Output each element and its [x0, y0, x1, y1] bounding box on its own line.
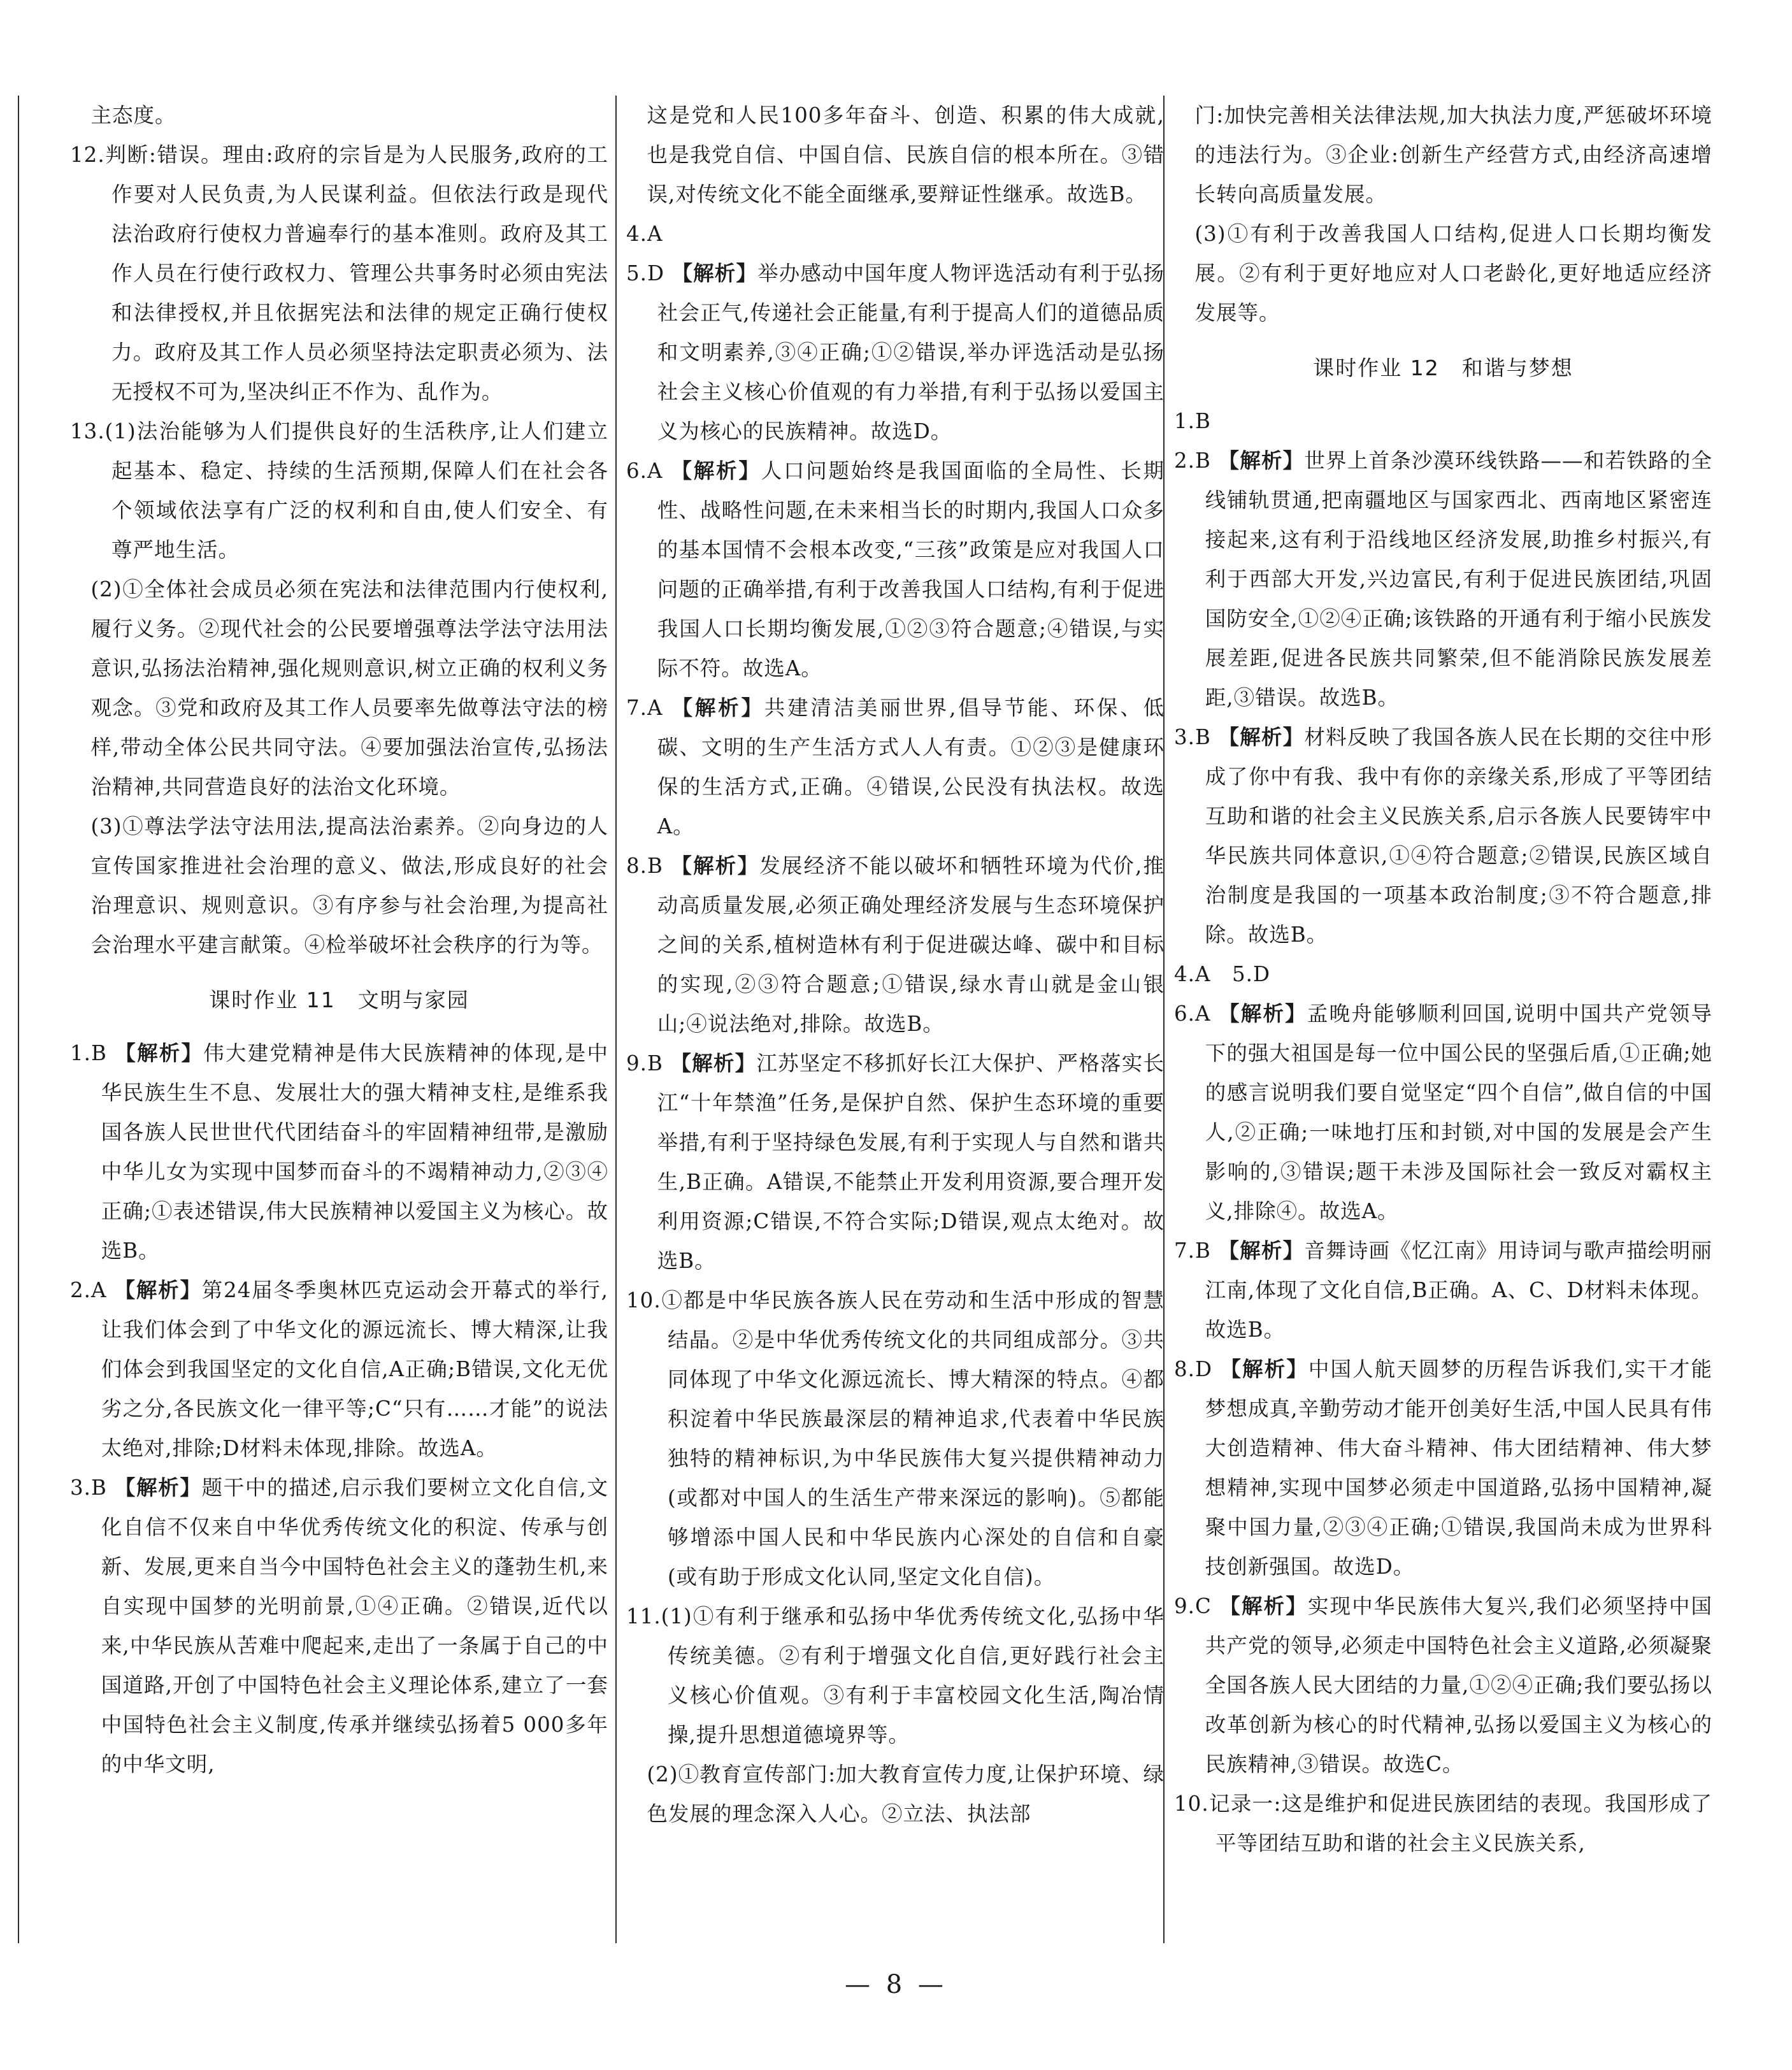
- answer-10: 10.记录一:这是维护和促进民族团结的表现。我国形成了平等团结互助和谐的社会主义民族关系,: [1174, 1792, 1712, 1855]
- answer-number: 3.B: [1174, 725, 1219, 749]
- column-divider: [615, 96, 617, 1943]
- analysis-tag: 【解析】: [1218, 1238, 1305, 1263]
- answer-number: 3.B: [70, 1476, 115, 1500]
- answer-text: 实现中华民族伟大复兴,我们必须坚持中国共产党的领导,必须走中国特色社会主义道路,必须凝聚全国各族人民大团结的力量,①②④正确;我们要弘扬以改革创新为核心的时代精神,弘扬以爱国主义为核心的民族精神,③错误。故选C。: [1205, 1594, 1712, 1776]
- answer-2: [1174, 441, 1712, 717]
- answer-4: 4.A: [626, 222, 663, 246]
- answer-8: [626, 846, 1165, 1044]
- answer-number: 9.B: [626, 1051, 671, 1075]
- answer-number: 8.D: [1174, 1357, 1221, 1381]
- answer-11-3: (3)①有利于改善我国人口结构,促进人口长期均衡发展。②有利于更好地应对人口老龄化,更好地适应经济发展等。: [1194, 222, 1712, 325]
- answer-5: [626, 254, 1165, 451]
- answer-8: [1174, 1349, 1712, 1586]
- analysis-tag: 【解析】: [671, 458, 761, 483]
- analysis-tag: 【解析】: [671, 261, 758, 285]
- answer-11-2: (2)①教育宣传部门:加大教育宣传力度,让保护环境、绿色发展的理念深入人心。②立法、执法部: [647, 1762, 1165, 1826]
- answer-number: 7.B: [1174, 1239, 1219, 1263]
- answer-text: 共建清洁美丽世界,倡导节能、环保、低碳、文明的生产生活方式人人有责。①②③是健康环保的生活方式,正确。④错误,公民没有执法权。故选A。: [657, 696, 1165, 838]
- analysis-tag: 【解析】: [114, 1475, 202, 1500]
- analysis-tag: 【解析】: [670, 1051, 757, 1075]
- answer-text: 伟大建党精神是伟大民族精神的体现,是中华民族生生不息、发展壮大的强大精神支柱,是维系我国各族人民世世代代团结奋斗的牢固精神纽带,是激励中华儿女为实现中国梦而奋斗的不竭精神动力,②③④正确;①表述错误,伟大民族精神以爱国主义为核心。故选B。: [101, 1041, 608, 1263]
- answer-9: [1174, 1586, 1712, 1784]
- answer-6: [1174, 994, 1712, 1231]
- answer-7: [626, 688, 1165, 846]
- answer-text: 江苏坚定不移抓好长江大保护、严格落实长江“十年禁渔”任务,是保护自然、保护生态环境的重要举措,有利于坚持绿色发展,有利于实现人与自然和谐共生,B正确。A错误,不能禁止开发利用资源,要合理开发利用资源;C错误,不符合实际;D错误,观点太绝对。故选B。: [657, 1051, 1165, 1273]
- answer-1: 1.B: [1174, 409, 1211, 433]
- analysis-tag: 【解析】: [1218, 448, 1305, 473]
- answer-text: 人口问题始终是我国面临的全局性、长期性、战略性问题,在未来相当长的时期内,我国人口众多的基本国情不会根本改变,“三孩”政策是应对我国人口问题的正确举措,有利于改善我国人口结构,有利于促进我国人口长期均衡发展,①②③符合题意;④错误,与实际不符。故选A。: [657, 459, 1165, 680]
- page-number: — 8 —: [845, 1970, 947, 1999]
- answer-number: 6.A: [626, 459, 671, 483]
- analysis-tag: 【解析】: [1219, 1593, 1308, 1618]
- answer-column-3: [1174, 96, 1712, 1863]
- answer-number: 9.C: [1174, 1594, 1220, 1618]
- paragraph: 门:加快完善相关法律法规,加大执法力度,严惩破坏环境的违法行为。③企业:创新生产经营方式,由经济高速增长转向高质量发展。: [1194, 103, 1712, 206]
- section-heading: 课时作业 11 文明与家园: [209, 988, 470, 1012]
- answer-6: [626, 451, 1165, 688]
- left-margin-rule: [18, 96, 19, 1943]
- answer-number: 2.B: [1174, 449, 1219, 473]
- answer-text: 音舞诗画《忆江南》用诗词与歌声描绘明丽江南,体现了文化自信,B正确。A、C、D材料未体现。故选B。: [1205, 1239, 1712, 1342]
- section-heading: 课时作业 12 和谐与梦想: [1313, 356, 1573, 380]
- analysis-tag: 【解析】: [671, 695, 764, 720]
- analysis-tag: 【解析】: [114, 1277, 202, 1302]
- answer-number: 6.A: [1174, 1002, 1219, 1026]
- answer-2: [70, 1270, 608, 1468]
- answer-13-2: (2)①全体社会成员必须在宪法和法律范围内行使权利,履行义务。②现代社会的公民要增强尊法学法守法用法意识,弘扬法治精神,强化规则意识,树立正确的权利义务观念。③党和政府及其工作人员要率先做尊法守法的榜样,带动全体公民共同守法。④要加强法治宣传,弘扬法治精神,共同营造良好的法治文化环境。: [90, 577, 608, 799]
- answer-column-1: [70, 96, 608, 1784]
- answer-text: 发展经济不能以破坏和牺牲环境为代价,推动高质量发展,必须正确处理经济发展与生态环境保护之间的关系,植树造林有利于促进碳达峰、碳中和目标的实现,②③符合题意;①错误,绿水青山就是金山银山;④说法绝对,排除。故选B。: [657, 854, 1165, 1036]
- answer-number: 1.B: [70, 1041, 115, 1065]
- answer-text: 第24届冬季奥林匹克运动会开幕式的举行,让我们体会到了中华文化的源远流长、博大精深,让我们体会到我国坚定的文化自信,A正确;B错误,文化无优劣之分,各民族文化一律平等;C“只有……才能”的说法太绝对,排除;D材料未体现,排除。故选A。: [101, 1278, 608, 1460]
- answer-text: 中国人航天圆梦的历程告诉我们,实干才能梦想成真,辛勤劳动才能开创美好生活,中国人民具有伟大创造精神、伟大奋斗精神、伟大团结精神、伟大梦想精神,实现中国梦必须走中国道路,弘扬中国精神,凝聚中国力量,②③④正确;①错误,我国尚未成为世界科技创新强国。故选D。: [1205, 1357, 1712, 1579]
- answer-3: [70, 1468, 608, 1784]
- analysis-tag: 【解析】: [671, 853, 760, 878]
- answer-text: 世界上首条沙漠环线铁路——和若铁路的全线铺轨贯通,把南疆地区与国家西北、西南地区紧密连接起来,这有利于沿线地区经济发展,助推乡村振兴,有利于西部大开发,兴边富民,有利于促进民族团结,巩固国防安全,①②④正确;该铁路的开通有利于缩小民族发展差距,促进各民族共同繁荣,但不能消除民族发展差距,③错误。故选B。: [1205, 449, 1712, 710]
- answer-10: 10.①都是中华民族各族人民在劳动和生活中形成的智慧结晶。②是中华优秀传统文化的共同组成部分。③共同体现了中华文化源远流长、博大精深的特点。④都积淀着中华民族最深层的精神追求,代表着中华民族独特的精神标识,为中华民族伟大复兴提供精神动力(或都对中国人的生活生产带来深远的影响)。⑤都能够增添中国人民和中华民族内心深处的自信和自豪(或有助于形成文化认同,坚定文化自信)。: [626, 1288, 1165, 1589]
- answer-13-3: (3)①尊法学法守法用法,提高法治素养。②向身边的人宣传国家推进社会治理的意义、做法,形成良好的社会治理意识、规则意识。③有序参与社会治理,为提高社会治理水平建言献策。④检举破坏社会秩序的行为等。: [90, 814, 608, 957]
- answer-number: 7.A: [626, 696, 672, 720]
- analysis-tag: 【解析】: [1219, 1001, 1307, 1026]
- answer-11-1: 11.(1)①有利于继承和弘扬中华优秀传统文化,弘扬中华传统美德。②有利于增强文化自信,更好践行社会主义核心价值观。③有利于丰富校园文化生活,陶冶情操,提升思想道德境界等。: [626, 1604, 1165, 1747]
- analysis-tag: 【解析】: [1218, 724, 1305, 749]
- analysis-tag: 【解析】: [1220, 1356, 1308, 1381]
- answer-1: [70, 1033, 608, 1270]
- answer-number: 8.B: [626, 854, 671, 878]
- answer-number: 2.A: [70, 1278, 115, 1302]
- paragraph: 主态度。: [90, 103, 176, 127]
- answer-text: 孟晚舟能够顺利回国,说明中国共产党领导下的强大祖国是每一位中国公民的坚强后盾,①正确;她的感言说明我们要自觉坚定“四个自信”,做自信的中国人,②正确;一味地打压和封锁,对中国的发展是会产生影响的,③错误;题干未涉及国际社会一致反对霸权主义,排除④。故选A。: [1205, 1002, 1712, 1223]
- answer-13-1: 13.(1)法治能够为人们提供良好的生活秩序,让人们建立起基本、稳定、持续的生活预期,保障人们在社会各个领域依法享有广泛的权利和自由,使人们安全、有尊严地生活。: [70, 419, 608, 562]
- answer-3: [1174, 717, 1712, 954]
- answer-7: [1174, 1231, 1712, 1349]
- answer-column-2: [626, 96, 1165, 1834]
- answer-text: 举办感动中国年度人物评选活动有利于弘扬社会正气,传递社会正能量,有利于提高人们的道德品质和文明素养,③④正确;①②错误,举办评选活动是弘扬社会主义核心价值观的有力举措,有利于弘扬以爱国主义为核心的民族精神。故选D。: [657, 261, 1165, 443]
- answer-text: 题干中的描述,启示我们要树立文化自信,文化自信不仅来自中华优秀传统文化的积淀、传承与创新、发展,更来自当今中国特色社会主义的蓬勃生机,来自实现中国梦的光明前景,①④正确。②错误,近代以来,中华民族从苦难中爬起来,走出了一条属于自己的中国道路,开创了中国特色社会主义理论体系,建立了一套中国特色社会主义制度,传承并继续弘扬着5 000多年的中华文明,: [101, 1476, 608, 1776]
- analysis-tag: 【解析】: [115, 1040, 204, 1065]
- answer-9: [626, 1044, 1165, 1281]
- answer-4-5: 4.A 5.D: [1174, 962, 1271, 986]
- answer-text: 材料反映了我国各族人民在长期的交往中形成了你中有我、我中有你的亲缘关系,形成了平等团结互助和谐的社会主义民族关系,启示各族人民要铸牢中华民族共同体意识,①④符合题意;②错误,民族区域自治制度是我国的一项基本政治制度;③不符合题意,排除。故选B。: [1205, 725, 1712, 947]
- answer-number: 5.D: [626, 261, 672, 285]
- answer-12: 12.判断:错误。理由:政府的宗旨是为人民服务,政府的工作要对人民负责,为人民谋利益。但依法行政是现代法治政府行使权力普遍奉行的基本准则。政府及其工作人员在行使行政权力、管理公共事务时必须由宪法和法律授权,并且依据宪法和法律的规定正确行使权力。政府及其工作人员必须坚持法定职责必须为、法无授权不可为,坚决纠正不作为、乱作为。: [70, 143, 608, 404]
- paragraph: 这是党和人民100多年奋斗、创造、积累的伟大成就,也是我党自信、中国自信、民族自信的根本所在。③错误,对传统文化不能全面继承,要辩证性继承。故选B。: [647, 103, 1165, 206]
